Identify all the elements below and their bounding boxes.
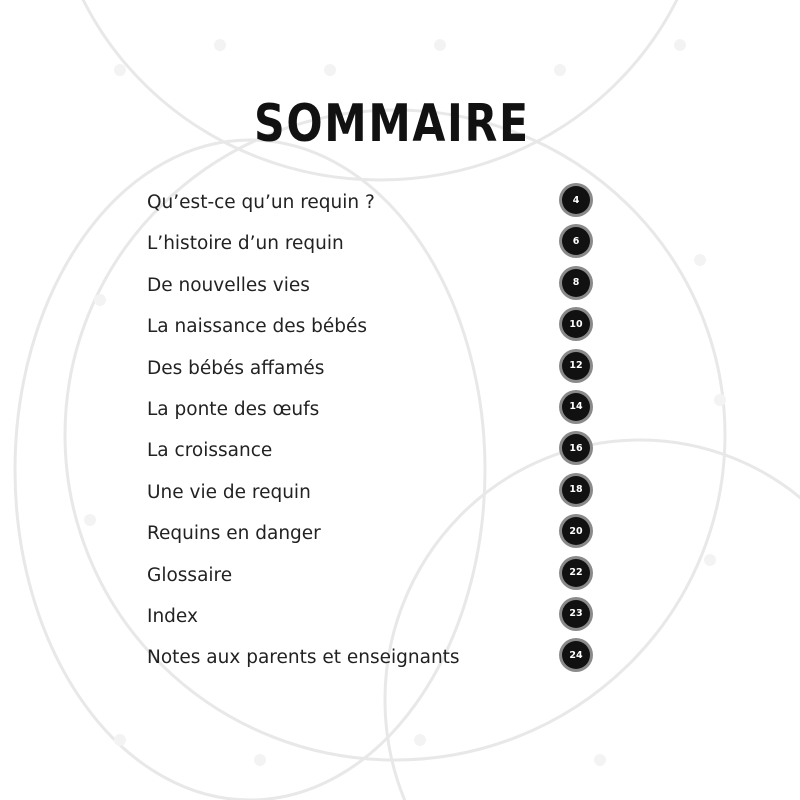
page-title: SOMMAIRE: [254, 94, 530, 154]
page-number-badge: 4: [562, 186, 590, 214]
page-number-badge: 6: [562, 227, 590, 255]
page-number-badge: 8: [562, 269, 590, 297]
toc-item[interactable]: [147, 600, 607, 641]
toc-item[interactable]: [147, 186, 607, 227]
toc-item-label: Index: [147, 605, 198, 627]
page-number-badge: 10: [562, 310, 590, 338]
toc-item[interactable]: [147, 434, 607, 475]
toc-item-label: Qu’est-ce qu’un requin ?: [147, 192, 375, 213]
toc-item[interactable]: [147, 352, 607, 393]
toc-list: [147, 186, 607, 683]
page-number-badge: 16: [562, 434, 590, 462]
toc-item[interactable]: [147, 227, 607, 268]
toc-item-label: L’histoire d’un requin: [147, 233, 344, 255]
page-number-badge: 22: [562, 559, 590, 587]
toc-item[interactable]: [147, 559, 607, 600]
toc-item-label: Requins en danger: [147, 523, 321, 545]
page-number-badge: 23: [562, 600, 590, 628]
page-number-badge: 18: [562, 476, 590, 504]
toc-item[interactable]: [147, 476, 607, 517]
toc-item[interactable]: [147, 517, 607, 558]
toc-item[interactable]: [147, 393, 607, 434]
toc-item-label: La croissance: [147, 440, 273, 462]
toc-item-label: La ponte des œufs: [147, 398, 320, 420]
page-number-badge: 12: [562, 352, 590, 380]
toc-item-label: Une vie de requin: [147, 481, 311, 503]
page-number-badge: 24: [562, 641, 590, 669]
toc-item[interactable]: [147, 310, 607, 351]
toc-item[interactable]: [147, 269, 607, 310]
toc-item[interactable]: [147, 641, 607, 682]
toc-item-label: La naissance des bébés: [147, 316, 368, 338]
page-number-badge: 14: [562, 393, 590, 421]
toc-item-label: Glossaire: [147, 564, 233, 586]
toc-item-label: De nouvelles vies: [147, 274, 310, 296]
page-number-badge: 20: [562, 517, 590, 545]
toc-item-label: Notes aux parents et enseignants: [147, 647, 460, 669]
toc-item-label: Des bébés affamés: [147, 357, 325, 379]
